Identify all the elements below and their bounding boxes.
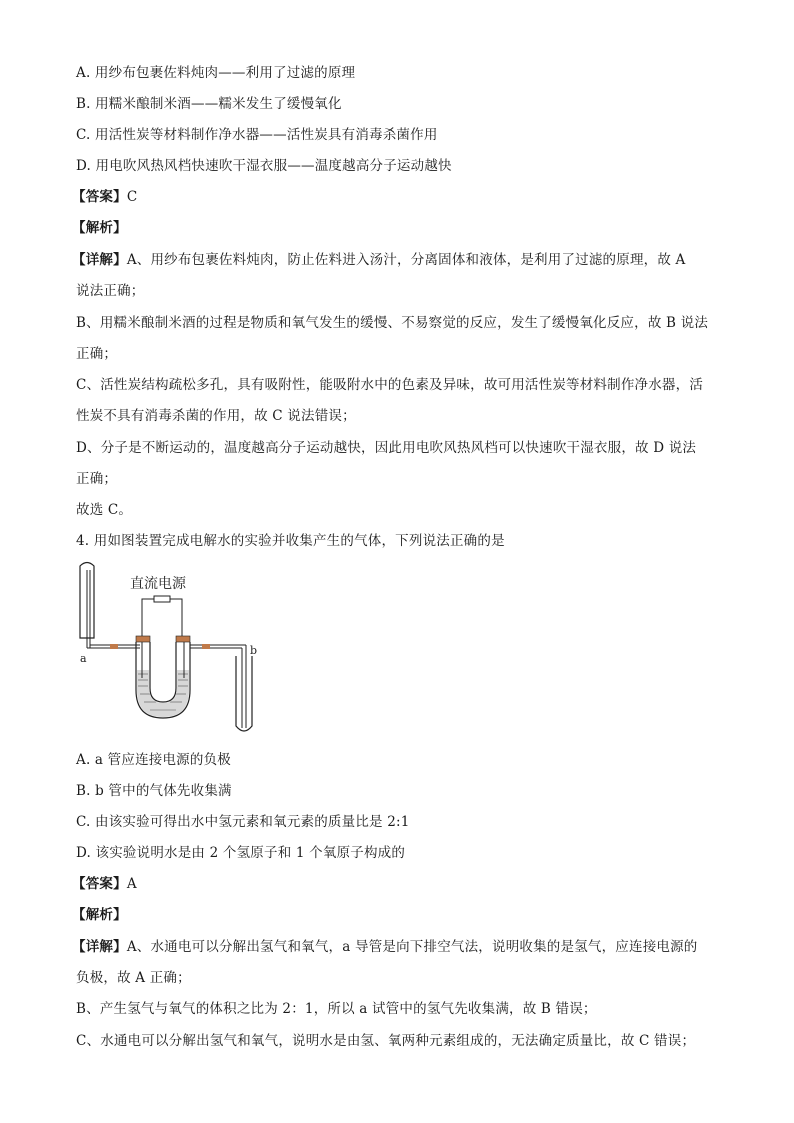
explanation-text: A、水通电可以分解出氢气和氧气，a 导管是向下排空气法，说明收集的是氢气，应连接电源的 (126, 939, 698, 955)
q4-option-c: C. 由该实验可得出水中氢元素和氧元素的质量比是 2:1 (76, 814, 410, 830)
rubber-joint-b (202, 644, 210, 649)
label-b: b (250, 644, 258, 657)
q3-explanation-line (72, 251, 686, 269)
detail-label: 【详解】 (72, 252, 127, 268)
q4-analysis-label: 【解析】 (72, 907, 127, 923)
test-tube-b (236, 656, 252, 731)
label-a: a (80, 652, 87, 665)
right-stopper (176, 636, 190, 642)
answer-label: 【答案】 (72, 876, 127, 892)
answer-value: A (126, 876, 137, 892)
q3-option-a: A. 用纱布包裹佐料炖肉——利用了过滤的原理 (76, 65, 356, 81)
power-supply-label: 直流电源 (130, 576, 186, 592)
q3-explanation-line: C、活性炭结构疏松多孔，具有吸附性，能吸附水中的色素及异味，故可用活性炭等材料制作净水器，活 (76, 377, 704, 393)
power-supply-box (154, 596, 170, 602)
answer-label: 【答案】 (72, 189, 127, 205)
q3-explanation-line: 正确； (76, 471, 118, 487)
q4-answer (72, 875, 137, 893)
q4-explanation-line: C、水通电可以分解出氢气和氧气，说明水是由氢、氧两种元素组成的，无法确定质量比，故 C 错误； (76, 1033, 696, 1049)
q4-explanation-line: 负极，故 A 正确； (76, 970, 191, 986)
rubber-joint-a (110, 644, 118, 649)
q4-option-d: D. 该实验说明水是由 2 个氢原子和 1 个氧原子构成的 (76, 845, 406, 861)
detail-label: 【详解】 (72, 939, 127, 955)
q3-explanation-line: B、用糯米酿制米酒的过程是物质和氧气发生的缓慢、不易察觉的反应，发生了缓慢氧化反应，故 B 说法 (76, 315, 709, 331)
electrolysis-apparatus-diagram (70, 560, 270, 740)
answer-value: C (126, 189, 138, 205)
left-stopper (136, 636, 150, 642)
wire-right (170, 599, 182, 636)
u-tube-inner (150, 642, 176, 702)
q3-option-c: C. 用活性炭等材料制作净水器——活性炭具有消毒杀菌作用 (76, 127, 438, 143)
q3-explanation-line: 正确； (76, 346, 118, 362)
q3-answer (72, 188, 137, 206)
q4-option-a: A. a 管应连接电源的负极 (76, 752, 231, 768)
q4-explanation-line: B、产生氢气与氧气的体积之比为 2：1，所以 a 试管中的氢气先收集满，故 B 错误； (76, 1001, 597, 1017)
q4-option-b: B. b 管中的气体先收集满 (76, 783, 232, 799)
q3-explanation-line: 说法正确； (76, 283, 145, 299)
wire-left (142, 599, 154, 636)
q3-explanation-line: 性炭不具有消毒杀菌的作用，故 C 说法错误； (76, 408, 356, 424)
q3-explanation-line: D、分子是不断运动的，温度越高分子运动越快，因此用电吹风热风档可以快速吹干湿衣服，故 D 说法 (76, 440, 697, 456)
q3-option-b: B. 用糯米酿制米酒——糯米发生了缓慢氧化 (76, 96, 342, 112)
q4-stem: 4. 用如图装置完成电解水的实验并收集产生的气体，下列说法正确的是 (76, 533, 505, 549)
q3-analysis-label: 【解析】 (72, 220, 127, 236)
explanation-text: A、用纱布包裹佐料炖肉，防止佐料进入汤汁，分离固体和液体，是利用了过滤的原理，故 A (126, 252, 686, 268)
q3-conclusion: 故选 C。 (76, 502, 133, 518)
q3-option-d: D. 用电吹风热风档快速吹干湿衣服——温度越高分子运动越快 (76, 158, 452, 174)
q4-explanation-line (72, 938, 698, 956)
